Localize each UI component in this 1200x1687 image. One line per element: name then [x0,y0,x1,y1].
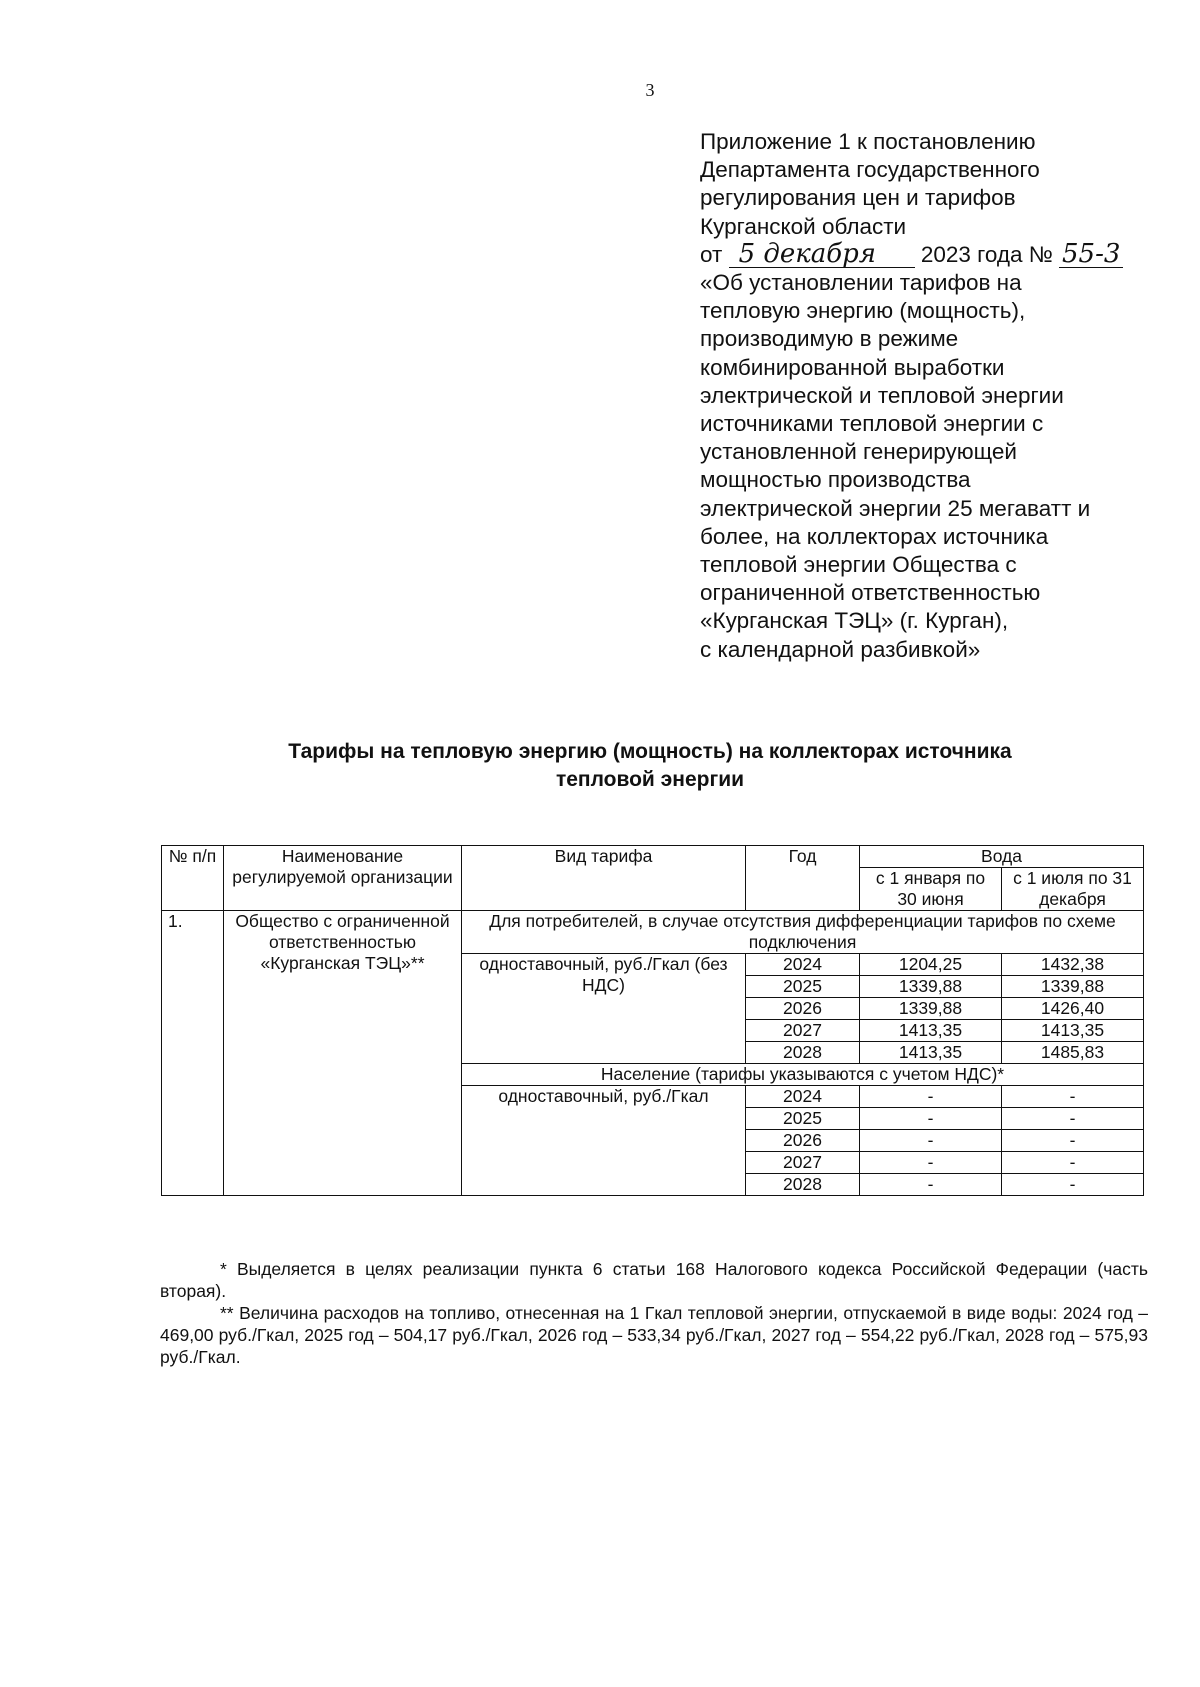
header-period-1: с 1 января по 30 июня [860,868,1002,911]
year-text: 2023 года № [920,241,1053,267]
header-tariff-type: Вид тарифа [462,846,746,911]
row-number: 1. [162,911,224,1196]
document-title [160,738,1140,794]
tariff-value: 1204,25 [860,954,1002,976]
year-cell: 2028 [746,1174,860,1196]
handwritten-number: 55-3 [1059,241,1123,268]
year-cell: 2026 [746,998,860,1020]
appendix-line: электрической и тепловой энергии [700,382,1064,408]
title-line-2: тепловой энергии [555,768,745,791]
appendix-line: тепловую энергию (мощность), [700,298,1026,324]
appendix-line: Департамента государственного [700,157,1040,183]
page-number: 3 [645,80,655,100]
appendix-line: регулирования цен и тарифов [700,185,1016,211]
appendix-line: Приложение 1 к постановлению [700,129,1036,154]
tariff-value: - [860,1086,1002,1108]
table-row [162,911,1144,954]
tariff-value: - [1002,1086,1144,1108]
appendix-line: установленной генерирующей [700,439,1017,465]
header-org: Наименование регулируемой организации [224,846,462,911]
year-cell: 2028 [746,1042,860,1064]
year-cell: 2024 [746,954,860,976]
appendix-line: «Курганская ТЭЦ» (г. Курган), [700,608,1009,634]
tariff-value: 1413,35 [1002,1020,1144,1042]
tariff-value: 1485,83 [1002,1042,1144,1064]
header-num: № п/п [162,846,224,911]
appendix-line: комбинированной выработки [700,354,1005,380]
tariff-value: - [860,1152,1002,1174]
section-label: Для потребителей, в случае отсутствия дифференциации тарифов по схеме подключения [462,911,1144,954]
tariff-value: 1432,38 [1002,954,1144,976]
tariff-value: - [860,1108,1002,1130]
tariff-value: 1339,88 [860,976,1002,998]
appendix-block [700,128,1160,664]
appendix-line: Курганской области [700,213,907,239]
appendix-line: тепловой энергии Общества с [700,552,1017,578]
tariff-value: - [1002,1108,1144,1130]
appendix-line: «Об установлении тарифов на [700,270,1022,296]
organization-name: Общество с ограниченной ответственностью «Курганская ТЭЦ»** [224,911,462,1196]
appendix-line: ограниченной ответственностью [700,580,1041,606]
footnote-2: ** Величина расходов на топливо, отнесенная на 1 Гкал тепловой энергии, отпускаемой в виде воды: 2024 год – 469,00 руб./Гкал, 2025 год – 504,17 руб./Гкал, 2026 год – 533,34 руб./Гкал, 2027 год – 554,22 руб./Гкал, 2028 год – 575,93 руб./Гкал. [160,1303,1148,1367]
tariff-value: 1426,40 [1002,998,1144,1020]
year-cell: 2025 [746,1108,860,1130]
year-cell: 2025 [746,976,860,998]
tariff-value: 1413,35 [860,1020,1002,1042]
title-line-1: Тарифы на тепловую энергию (мощность) на коллекторах источника [288,740,1012,763]
header-period-2: с 1 июля по 31 декабря [1002,868,1144,911]
section-label: Население (тарифы указываются с учетом НДС)* [462,1064,1144,1086]
tariff-value: - [1002,1130,1144,1152]
appendix-line: источниками тепловой энергии с [700,411,1044,437]
tariff-value: 1339,88 [1002,976,1144,998]
tariff-type: одноставочный, руб./Гкал (без НДС) [462,954,746,1064]
appendix-line: мощностью производства [700,467,971,493]
date-prefix: от [700,241,723,267]
header-water: Вода [860,846,1144,868]
appendix-line: электрической энергии 25 мегаватт и [700,495,1091,521]
year-cell: 2027 [746,1152,860,1174]
tariff-value: - [1002,1174,1144,1196]
tariff-type: одноставочный, руб./Гкал [462,1086,746,1196]
footnote-1: * Выделяется в целях реализации пункта 6 статьи 168 Налогового кодекса Российской Федерации (часть вторая). [160,1259,1148,1301]
handwritten-date: 5 декабря [729,241,915,268]
tariff-value: 1339,88 [860,998,1002,1020]
year-cell: 2024 [746,1086,860,1108]
appendix-date-line [700,238,1160,269]
appendix-line: с календарной разбивкой» [700,636,981,662]
header-row [162,846,1144,868]
tariff-table [161,845,1144,1196]
tariff-value: - [860,1130,1002,1152]
appendix-line: производимую в режиме [700,326,959,352]
appendix-line: более, на коллекторах источника [700,523,1049,549]
year-cell: 2026 [746,1130,860,1152]
tariff-value: - [1002,1152,1144,1174]
footnotes [160,1258,1148,1368]
header-year: Год [746,846,860,911]
year-cell: 2027 [746,1020,860,1042]
tariff-value: - [860,1174,1002,1196]
tariff-value: 1413,35 [860,1042,1002,1064]
